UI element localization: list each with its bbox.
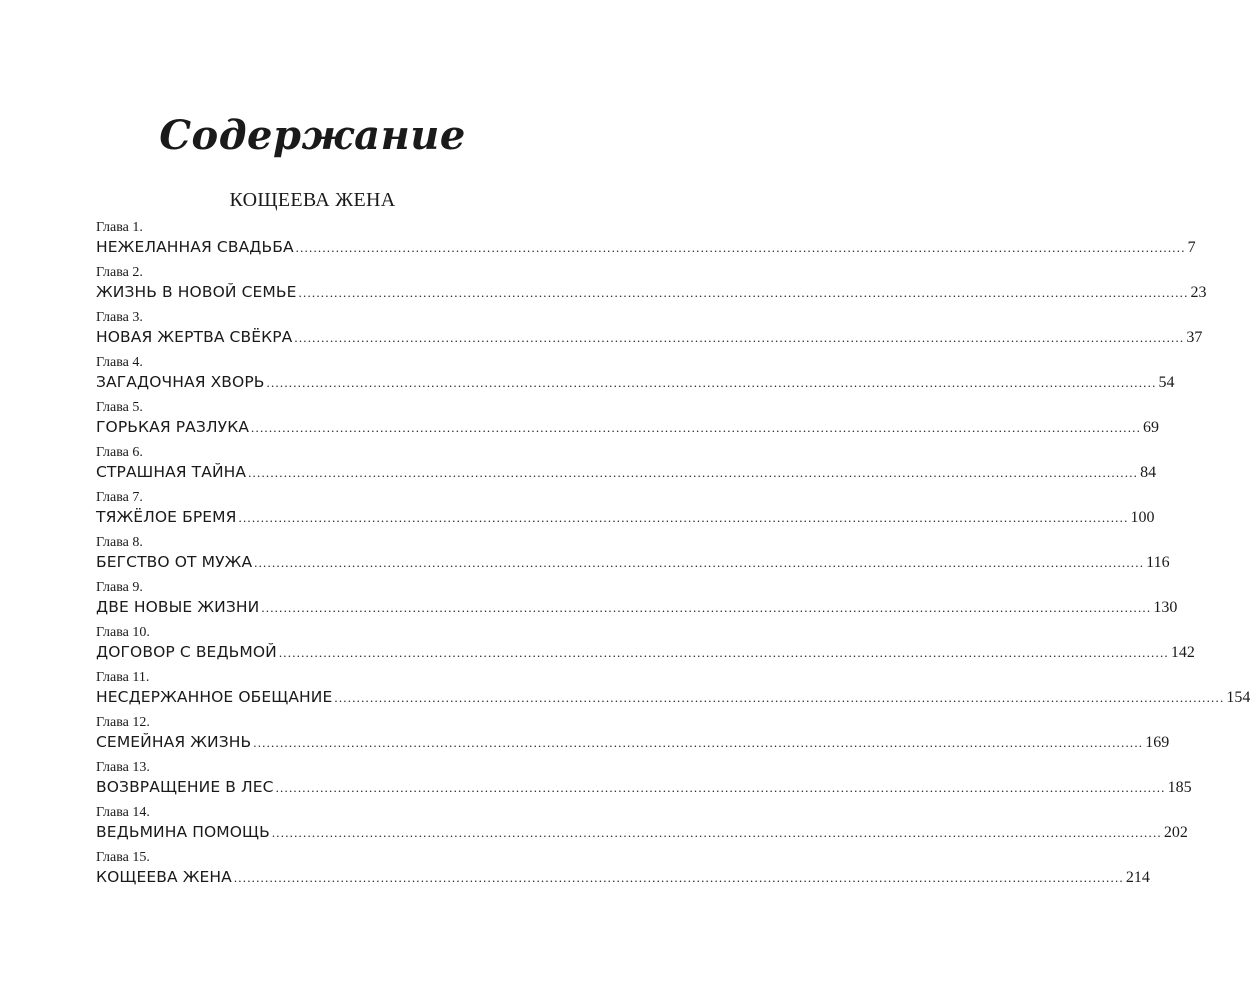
page-number: 169	[1145, 734, 1170, 751]
toc-row	[96, 281, 1207, 303]
chapter-title: ТЯЖЁЛОЕ БРЕМЯ	[96, 508, 237, 526]
dot-leader: ........................................................................................................................................................................................................	[261, 600, 1152, 615]
toc-row	[96, 596, 1178, 618]
chapter-number: Глава 10.	[96, 625, 150, 640]
page-number: 23	[1190, 284, 1207, 301]
dot-leader: ........................................................................................................................................................................................................	[275, 780, 1166, 795]
toc-entry	[96, 445, 1157, 490]
chapter-number: Глава 13.	[96, 760, 150, 775]
dot-leader: ........................................................................................................................................................................................................	[271, 825, 1162, 840]
dot-leader: ........................................................................................................................................................................................................	[253, 735, 1144, 750]
toc-row	[96, 776, 1192, 798]
page-number: 202	[1163, 824, 1188, 841]
page-number: 84	[1140, 464, 1157, 481]
page-number: 54	[1158, 374, 1175, 391]
chapter-number: Глава 5.	[96, 400, 143, 415]
dot-leader: ........................................................................................................................................................................................................	[233, 870, 1124, 885]
toc-row	[96, 821, 1188, 843]
chapter-number: Глава 12.	[96, 715, 150, 730]
toc-entry	[96, 580, 1178, 625]
chapter-number: Глава 3.	[96, 310, 143, 325]
toc-entry	[96, 355, 1175, 400]
page-number: 214	[1125, 869, 1150, 886]
chapter-title: ЖИЗНЬ В НОВОЙ СЕМЬЕ	[96, 283, 297, 301]
dot-leader: ........................................................................................................................................................................................................	[254, 555, 1145, 570]
chapter-title: ДОГОВОР С ВЕДЬМОЙ	[96, 643, 277, 661]
dot-leader: ........................................................................................................................................................................................................	[334, 690, 1225, 705]
toc-row	[96, 686, 1250, 708]
toc-row	[96, 416, 1160, 438]
page-number: 100	[1130, 509, 1155, 526]
chapter-title: СТРАШНАЯ ТАЙНА	[96, 463, 247, 481]
chapter-number: Глава 4.	[96, 355, 143, 370]
page-number: 37	[1186, 329, 1203, 346]
page-number: 142	[1170, 644, 1195, 661]
toc-row	[96, 461, 1157, 483]
chapter-number: Глава 15.	[96, 850, 150, 865]
chapter-number: Глава 9.	[96, 580, 143, 595]
dot-leader: ........................................................................................................................................................................................................	[238, 510, 1129, 525]
toc-row	[96, 236, 1196, 258]
chapter-title: ДВЕ НОВЫЕ ЖИЗНИ	[96, 598, 260, 616]
chapter-number: Глава 14.	[96, 805, 150, 820]
chapter-title: НОВАЯ ЖЕРТВА СВЁКРА	[96, 328, 293, 346]
toc-entry	[96, 625, 1195, 670]
toc-entry	[96, 760, 1192, 805]
page-number: 154	[1226, 689, 1250, 706]
chapter-number: Глава 11.	[96, 670, 150, 685]
chapter-number: Глава 7.	[96, 490, 143, 505]
page-title: Содержание	[159, 112, 466, 159]
page-number: 69	[1143, 419, 1160, 436]
toc-entry	[96, 805, 1188, 850]
toc-entry	[96, 670, 1250, 715]
chapter-title: ЗАГАДОЧНАЯ ХВОРЬ	[96, 373, 265, 391]
toc-entry	[96, 850, 1150, 895]
chapter-number: Глава 6.	[96, 445, 143, 460]
chapter-title: БЕГСТВО ОТ МУЖА	[96, 553, 253, 571]
page-number: 116	[1146, 554, 1170, 571]
dot-leader: ........................................................................................................................................................................................................	[294, 330, 1185, 345]
toc-row	[96, 371, 1175, 393]
page-number: 7	[1187, 239, 1196, 256]
chapter-number: Глава 2.	[96, 265, 143, 280]
chapter-title: НЕСДЕРЖАННОЕ ОБЕЩАНИЕ	[96, 688, 333, 706]
table-of-contents	[96, 220, 1250, 895]
chapter-title: ГОРЬКАЯ РАЗЛУКА	[96, 418, 250, 436]
toc-row	[96, 866, 1150, 888]
chapter-number: Глава 8.	[96, 535, 143, 550]
chapter-title: ВЕДЬМИНА ПОМОЩЬ	[96, 823, 270, 841]
chapter-title: КОЩЕЕВА ЖЕНА	[96, 868, 232, 886]
toc-row	[96, 551, 1170, 573]
toc-entry	[96, 490, 1155, 535]
toc-row	[96, 731, 1170, 753]
toc-row	[96, 326, 1203, 348]
chapter-title: ВОЗВРАЩЕНИЕ В ЛЕС	[96, 778, 274, 796]
toc-entry	[96, 220, 1196, 265]
toc-row	[96, 506, 1155, 528]
chapter-title: НЕЖЕЛАННАЯ СВАДЬБА	[96, 238, 294, 256]
toc-entry	[96, 310, 1203, 355]
section-title: КОЩЕЕВА ЖЕНА	[229, 189, 396, 211]
toc-entry	[96, 400, 1160, 445]
toc-entry	[96, 265, 1207, 310]
dot-leader: ........................................................................................................................................................................................................	[295, 240, 1186, 255]
chapter-number: Глава 1.	[96, 220, 143, 235]
dot-leader: ........................................................................................................................................................................................................	[251, 420, 1142, 435]
dot-leader: ........................................................................................................................................................................................................	[266, 375, 1157, 390]
page-number: 185	[1167, 779, 1192, 796]
dot-leader: ........................................................................................................................................................................................................	[248, 465, 1139, 480]
dot-leader: ........................................................................................................................................................................................................	[278, 645, 1169, 660]
toc-entry	[96, 715, 1170, 760]
toc-row	[96, 641, 1195, 663]
page-number: 130	[1153, 599, 1178, 616]
toc-entry	[96, 535, 1170, 580]
chapter-title: СЕМЕЙНАЯ ЖИЗНЬ	[96, 733, 252, 751]
dot-leader: ........................................................................................................................................................................................................	[298, 285, 1189, 300]
